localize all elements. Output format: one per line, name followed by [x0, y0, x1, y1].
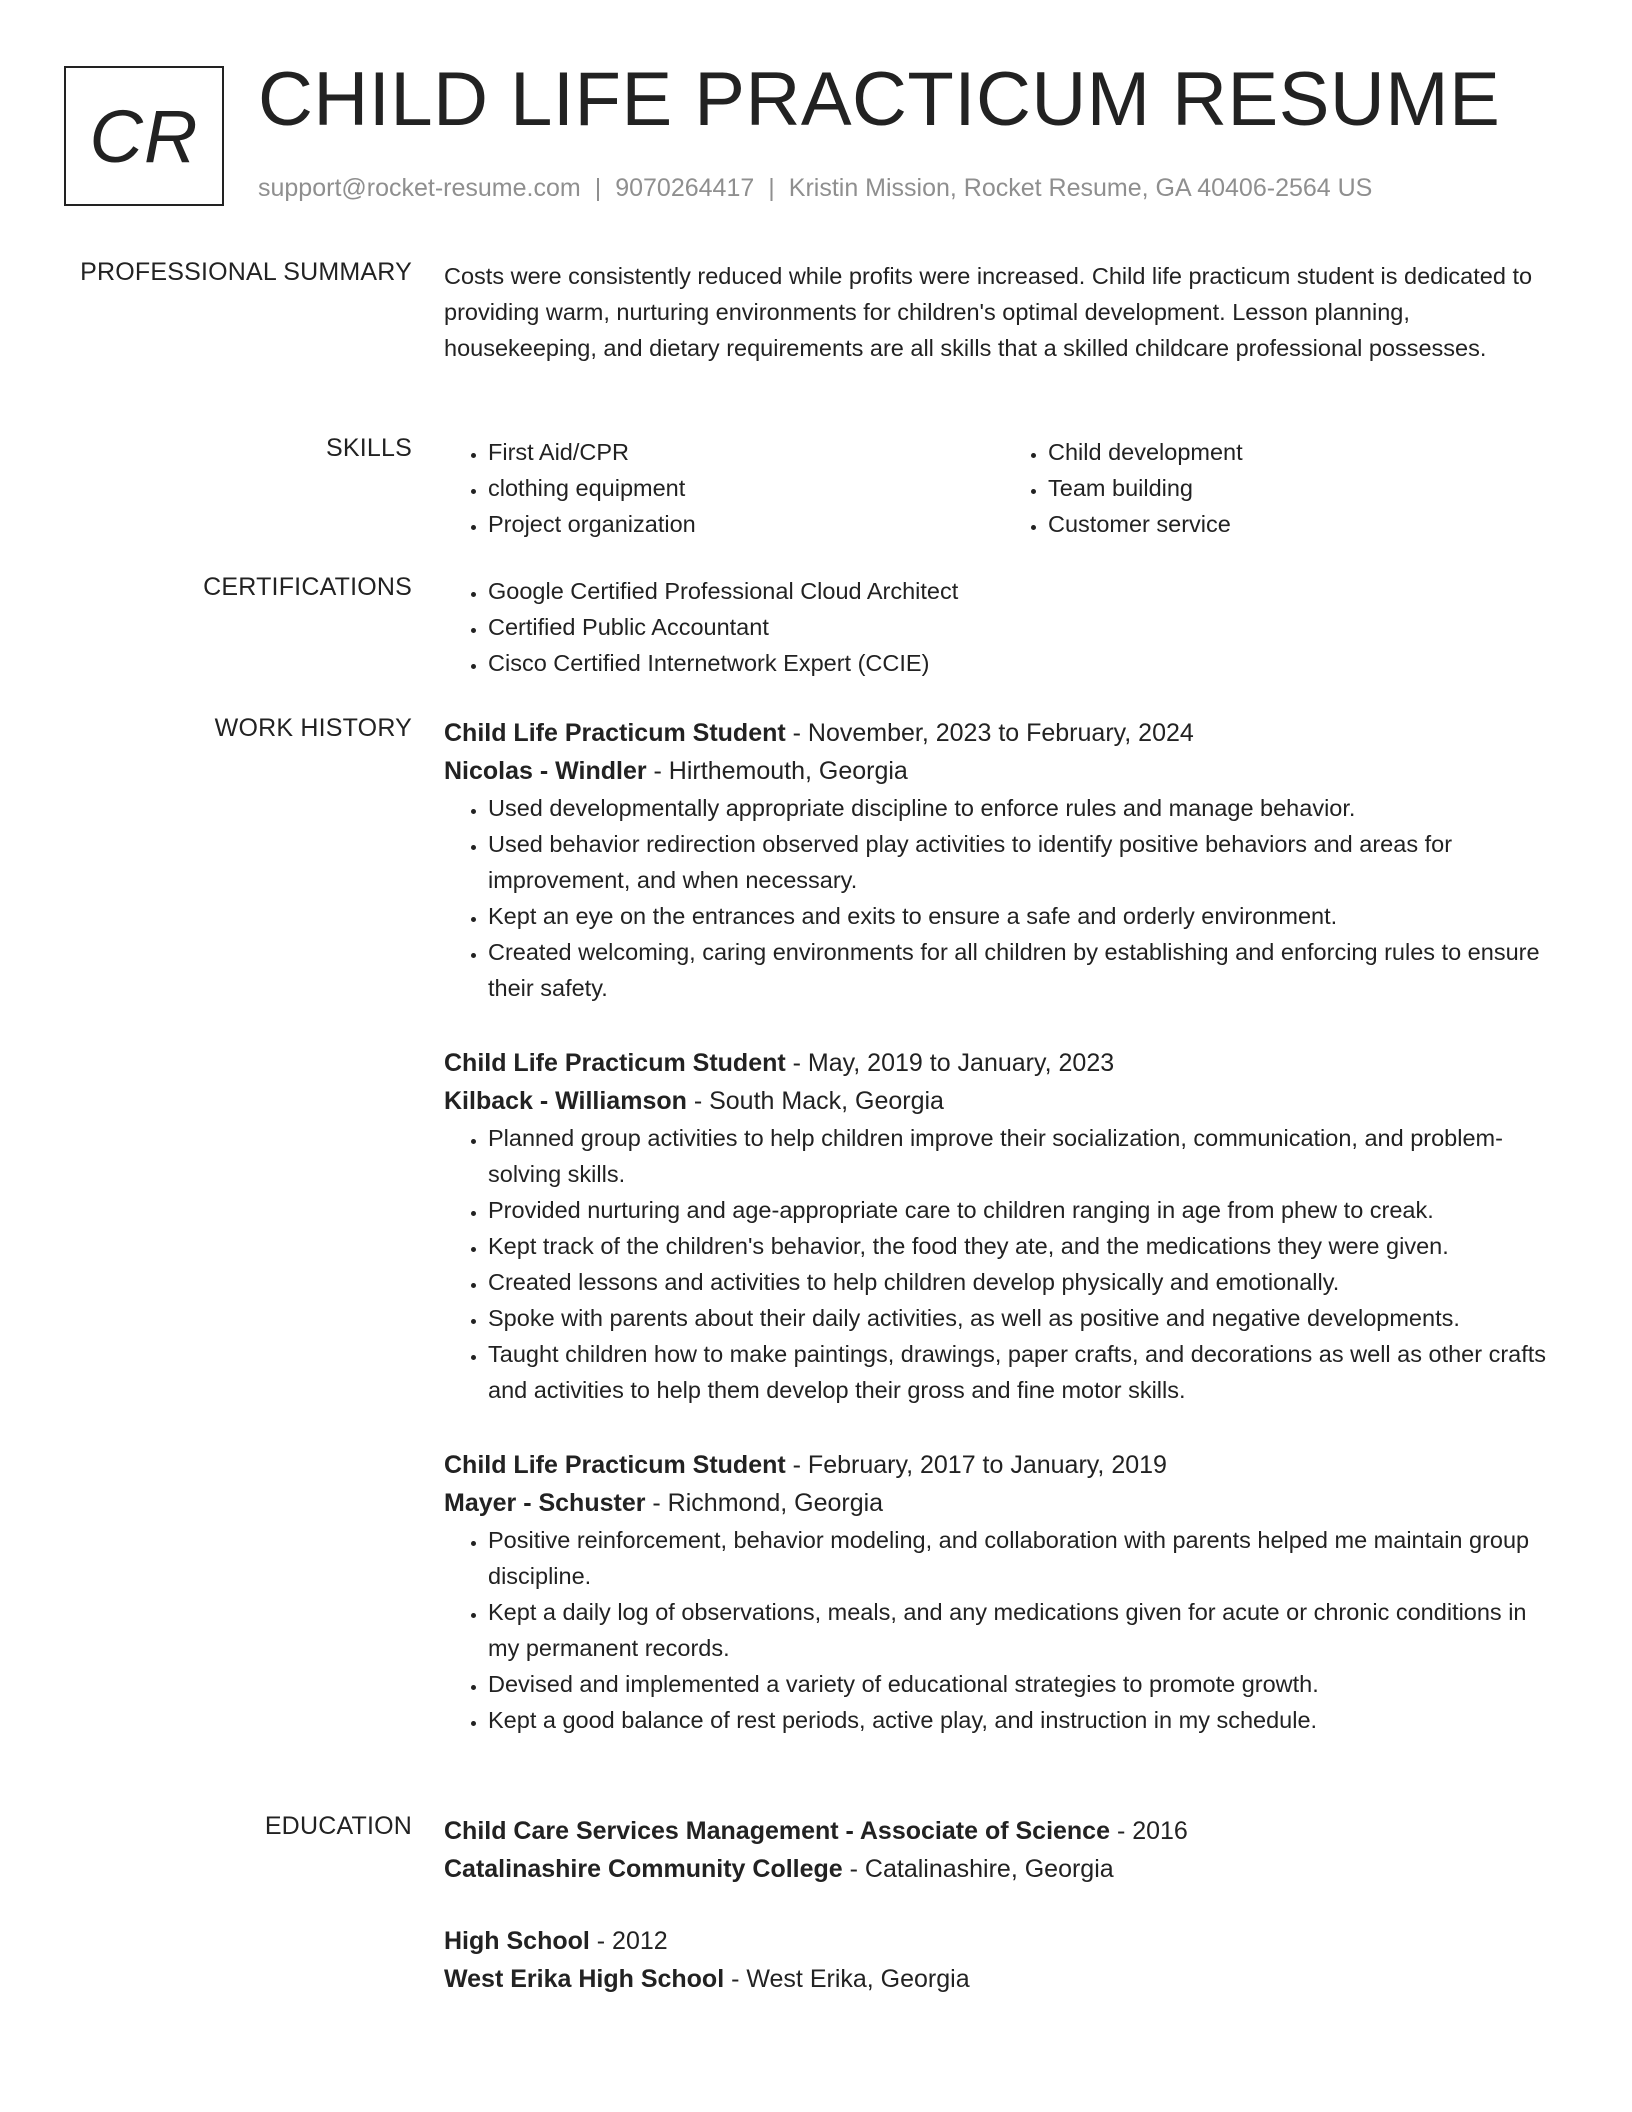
degree-year: - 2016: [1110, 1817, 1188, 1845]
work-history-list: [444, 714, 1564, 1776]
job-location: - Hirthemouth, Georgia: [646, 757, 908, 785]
job-duty: • Provided nurturing and age-appropriate care to children ranging in age from phew to creak.: [488, 1192, 1564, 1228]
school-location: - West Erika, Georgia: [724, 1965, 970, 1993]
job-duties: [444, 1120, 1564, 1408]
section-heading-skills: SKILLS: [326, 434, 412, 462]
skill-item: • Child development: [1048, 434, 1564, 470]
certifications-list: [444, 573, 1564, 681]
skills-column-1: [444, 434, 1004, 542]
job-title-line: [444, 1044, 1564, 1082]
degree-line: [444, 1922, 1564, 1960]
job-company: Mayer - Schuster: [444, 1489, 646, 1517]
school-line: [444, 1850, 1564, 1888]
job-title: Child Life Practicum Student: [444, 1451, 786, 1479]
monogram-initials: CR: [89, 94, 199, 178]
degree-year: - 2012: [589, 1927, 668, 1955]
job-dates: - February, 2017 to January, 2019: [785, 1451, 1167, 1479]
section-heading-summary: PROFESSIONAL SUMMARY: [80, 258, 412, 286]
degree-name: Child Care Services Management - Associate of Science: [444, 1817, 1110, 1845]
job-title-line: [444, 714, 1564, 752]
job-duty: • Used developmentally appropriate discipline to enforce rules and manage behavior.: [488, 790, 1564, 826]
resume-title: CHILD LIFE PRACTICUM RESUME: [258, 57, 1501, 142]
job-duty: • Kept a daily log of observations, meals, and any medications given for acute or chronic conditions in my permanent records.: [488, 1594, 1564, 1666]
education-entry: [444, 1812, 1564, 1888]
job-entry: [444, 1446, 1564, 1738]
summary-text: Costs were consistently reduced while profits were increased. Child life practicum student is dedicated to providing warm, nurturing environments for children's optimal development. Lesson planning, housekeeping, and dietary requirements are all skills that a skilled childcare professional possesses.: [444, 263, 1533, 361]
contact-separator: |: [594, 174, 602, 202]
section-heading-education: EDUCATION: [264, 1812, 412, 1840]
job-duty: • Kept an eye on the entrances and exits to ensure a safe and orderly environment.: [488, 898, 1564, 934]
skill-item: • Team building: [1048, 470, 1564, 506]
contact-address: Kristin Mission, Rocket Resume, GA 40406-2564 US: [788, 174, 1373, 202]
certification-item: • Cisco Certified Internetwork Expert (CCIE): [488, 645, 1564, 681]
job-location: - Richmond, Georgia: [645, 1489, 884, 1517]
job-duty: • Created welcoming, caring environments for all children by establishing and enforcing rules to ensure their safety.: [488, 934, 1564, 1006]
education-entry: [444, 1922, 1564, 1998]
education-list: [444, 1812, 1564, 2032]
job-duty: • Spoke with parents about their daily activities, as well as positive and negative developments.: [488, 1300, 1564, 1336]
job-duty: • Created lessons and activities to help children develop physically and emotionally.: [488, 1264, 1564, 1300]
job-duty: • Kept a good balance of rest periods, active play, and instruction in my schedule.: [488, 1702, 1564, 1738]
certifications-list-wrapper: [444, 573, 1564, 681]
job-title: Child Life Practicum Student: [444, 1049, 786, 1077]
job-company-line: [444, 1484, 1564, 1522]
job-duty: • Positive reinforcement, behavior modeling, and collaboration with parents helped me maintain group discipline.: [488, 1522, 1564, 1594]
contact-line: [258, 174, 1372, 203]
job-duty: • Planned group activities to help children improve their socialization, communication, and problem-solving skills.: [488, 1120, 1564, 1192]
job-duties: [444, 790, 1564, 1006]
job-company: Kilback - Williamson: [444, 1087, 687, 1115]
job-entry: [444, 714, 1564, 1006]
job-duty: • Taught children how to make paintings, drawings, paper crafts, and decorations as well as other crafts and activities to help them develop their gross and fine motor skills.: [488, 1336, 1564, 1408]
job-company: Nicolas - Windler: [444, 757, 647, 785]
monogram-logo: [64, 66, 224, 206]
school-name: Catalinashire Community College: [444, 1855, 843, 1883]
skills-column-2: [1004, 434, 1564, 542]
job-company-line: [444, 752, 1564, 790]
job-company-line: [444, 1082, 1564, 1120]
job-duty: • Kept track of the children's behavior, the food they ate, and the medications they were given.: [488, 1228, 1564, 1264]
job-dates: - November, 2023 to February, 2024: [785, 719, 1194, 747]
school-name: West Erika High School: [444, 1965, 725, 1993]
contact-phone[interactable]: 9070264417: [615, 174, 755, 202]
skill-item: • Customer service: [1048, 506, 1564, 542]
contact-separator: |: [768, 174, 775, 202]
job-duty: • Used behavior redirection observed play activities to identify positive behaviors and areas for improvement, and when necessary.: [488, 826, 1564, 898]
skills-grid: [444, 434, 1564, 542]
school-location: - Catalinashire, Georgia: [842, 1855, 1114, 1883]
job-duty: • Devised and implemented a variety of educational strategies to promote growth.: [488, 1666, 1564, 1702]
job-title: Child Life Practicum Student: [444, 719, 786, 747]
section-heading-work-history: WORK HISTORY: [214, 714, 412, 742]
section-heading-certifications: CERTIFICATIONS: [203, 573, 412, 601]
job-title-line: [444, 1446, 1564, 1484]
skill-item: • Project organization: [488, 506, 1004, 542]
degree-line: [444, 1812, 1564, 1850]
job-dates: - May, 2019 to January, 2023: [785, 1049, 1115, 1077]
skill-item: • First Aid/CPR: [488, 434, 1004, 470]
contact-email[interactable]: support@rocket-resume.com: [258, 174, 581, 202]
certification-item: • Certified Public Accountant: [488, 609, 1564, 645]
job-location: - South Mack, Georgia: [686, 1087, 944, 1115]
job-duties: [444, 1522, 1564, 1738]
skill-item: • clothing equipment: [488, 470, 1004, 506]
school-line: [444, 1960, 1564, 1998]
job-entry: [444, 1044, 1564, 1408]
degree-name: High School: [444, 1927, 590, 1955]
certification-item: • Google Certified Professional Cloud Architect: [488, 573, 1564, 609]
